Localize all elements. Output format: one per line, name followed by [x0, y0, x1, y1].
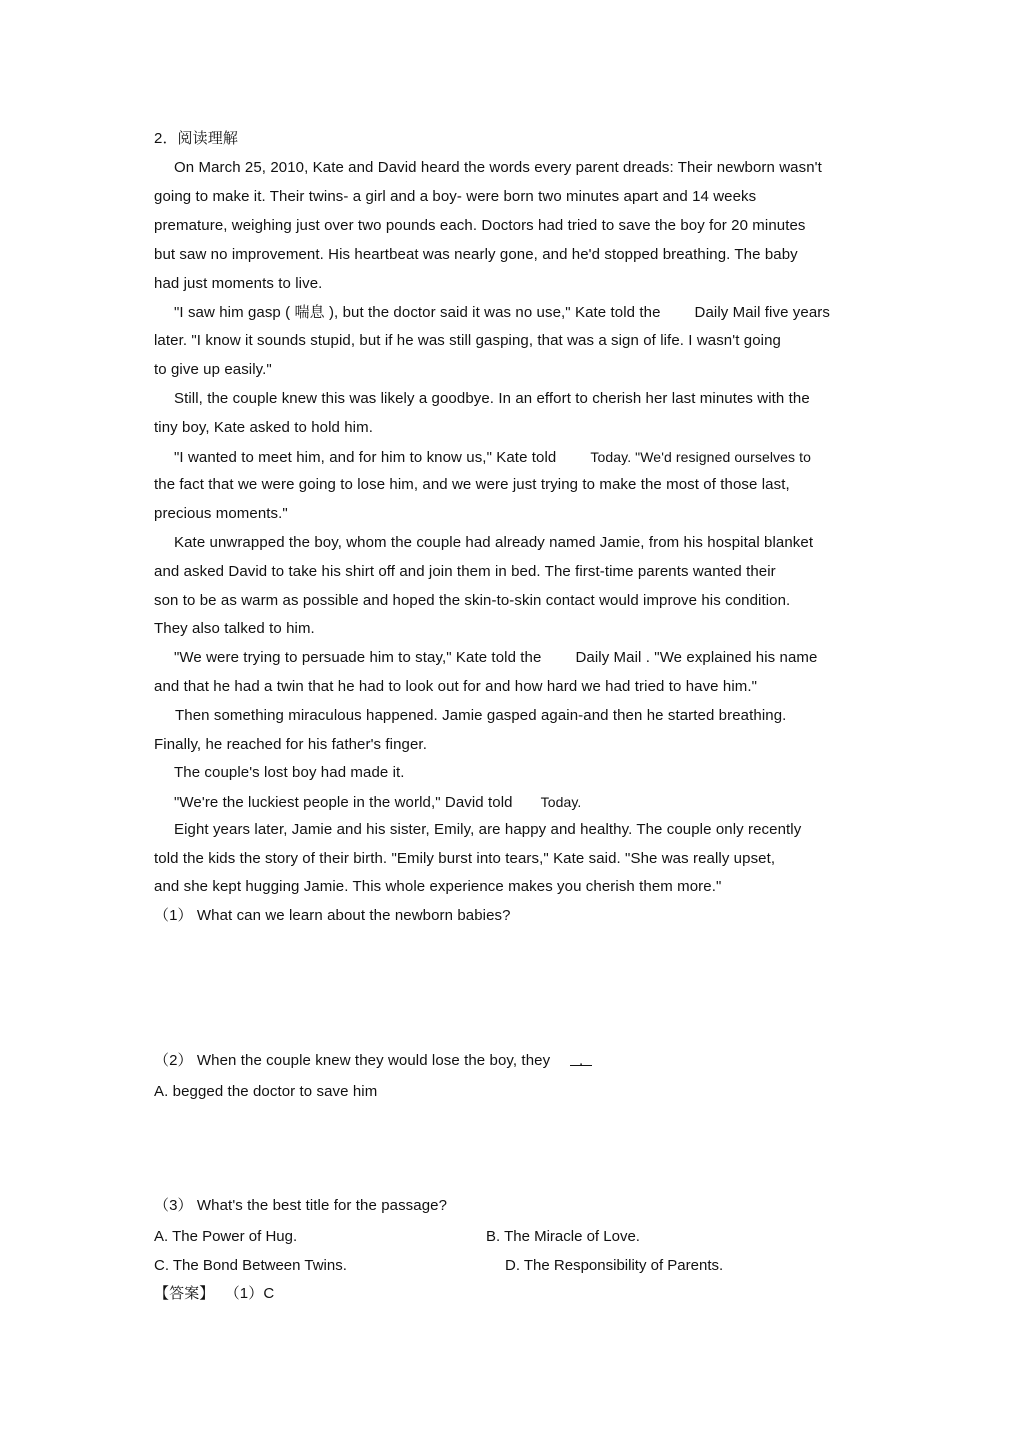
section-heading: 2．阅读理解	[154, 130, 238, 147]
question-2-option-a[interactable]: A. begged the doctor to save him	[154, 1083, 378, 1100]
passage-line	[174, 303, 894, 323]
passage-text: Daily Mail . "We explained his name	[575, 649, 818, 666]
passage-text: Today. "We'd resigned ourselves to	[590, 449, 812, 465]
question-3: （3） What's the best title for the passage?	[154, 1197, 448, 1214]
passage-line: tiny boy, Kate asked to hold him.	[154, 419, 373, 436]
passage-line: going to make it. Their twins- a girl and a boy- were born two minutes apart and 14 weeks	[154, 188, 757, 205]
passage-line: They also talked to him.	[154, 620, 315, 637]
passage-line: and she kept hugging Jamie. This whole experience makes you cherish them more."	[154, 878, 722, 895]
passage-line: and asked David to take his shirt off and join them in bed. The first-time parents wanted their	[154, 563, 776, 580]
passage-line: The couple's lost boy had made it.	[174, 764, 405, 781]
question-3-option-b[interactable]: B. The Miracle of Love.	[486, 1228, 640, 1245]
passage-line: Kate unwrapped the boy, whom the couple had already named Jamie, from his hospital blanket	[174, 534, 814, 551]
passage-line	[174, 792, 894, 813]
question-3-option-d[interactable]: D. The Responsibility of Parents.	[505, 1257, 724, 1274]
question-3-option-a[interactable]: A. The Power of Hug.	[154, 1228, 298, 1245]
passage-line: to give up easily."	[154, 361, 272, 378]
passage-line: Then something miraculous happened. Jamie gasped again-and then he started breathing.	[175, 707, 787, 724]
passage-line: the fact that we were going to lose him, and we were just trying to make the most of those last,	[154, 476, 790, 493]
answer-label: 【答案】	[154, 1285, 215, 1302]
answer-text: （1）C	[224, 1285, 275, 1302]
answer-blank[interactable]: .	[570, 1051, 592, 1066]
passage-text: Today.	[540, 794, 582, 810]
passage-line: son to be as warm as possible and hoped the skin-to-skin contact would improve his condition.	[154, 592, 791, 609]
passage-text: "We're the luckiest people in the world," David told	[174, 794, 513, 811]
passage-line: premature, weighing just over two pounds each. Doctors had tried to save the boy for 20 minutes	[154, 217, 806, 234]
passage-line: Eight years later, Jamie and his sister, Emily, are happy and healthy. The couple only recently	[174, 821, 802, 838]
passage-line	[174, 447, 894, 468]
passage-text: "I wanted to meet him, and for him to know us," Kate told	[174, 449, 557, 466]
passage-line: On March 25, 2010, Kate and David heard the words every parent dreads: Their newborn wasn't	[174, 159, 822, 176]
passage-text: "We were trying to persuade him to stay," Kate told the	[174, 649, 542, 666]
question-2-text: （2） When the couple knew they would lose the boy, they	[154, 1052, 551, 1069]
question-1: （1） What can we learn about the newborn babies?	[154, 907, 511, 924]
question-3-option-c[interactable]: C. The Bond Between Twins.	[154, 1257, 347, 1274]
passage-line: and that he had a twin that he had to look out for and how hard we had tried to have him."	[154, 678, 758, 695]
answer-line	[154, 1284, 874, 1304]
passage-line: later. "I know it sounds stupid, but if he was still gasping, that was a sign of life. I wasn't going	[154, 332, 781, 349]
question-2	[154, 1051, 874, 1071]
passage-line: precious moments."	[154, 505, 288, 522]
passage-text: Daily Mail five years	[694, 304, 830, 321]
passage-line: Finally, he reached for his father's finger.	[154, 736, 427, 753]
passage-line: had just moments to live.	[154, 275, 323, 292]
passage-line: but saw no improvement. His heartbeat was nearly gone, and he'd stopped breathing. The baby	[154, 246, 798, 263]
passage-text: "I saw him gasp ( 喘息 ), but the doctor said it was no use," Kate told the	[174, 304, 661, 321]
passage-line	[174, 648, 894, 668]
passage-line: told the kids the story of their birth. "Emily burst into tears," Kate said. "She was really upset,	[154, 850, 776, 867]
passage-line: Still, the couple knew this was likely a goodbye. In an effort to cherish her last minutes with the	[174, 390, 810, 407]
